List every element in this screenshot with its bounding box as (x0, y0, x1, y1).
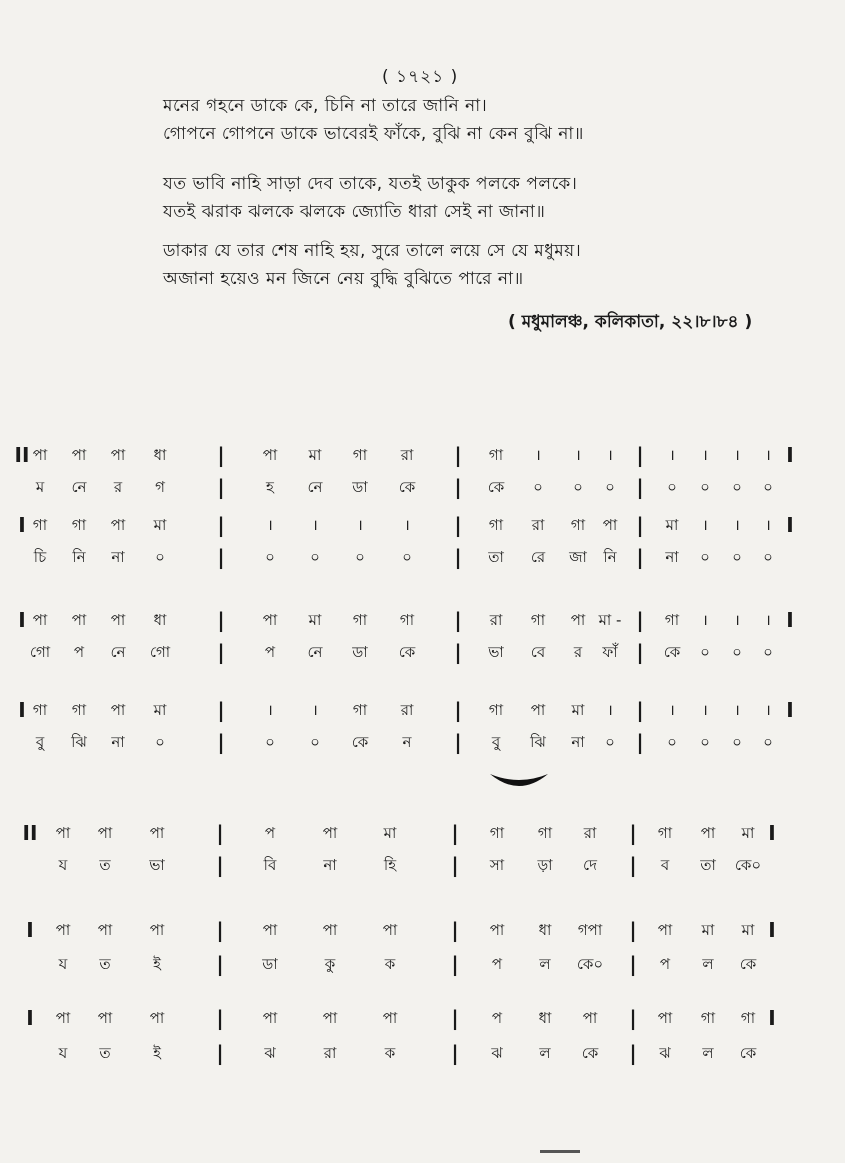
swara-note: পা (700, 824, 716, 842)
syllable: ০ (763, 643, 773, 661)
syllable: ঝ (659, 1044, 671, 1062)
swara-note: গা (488, 516, 504, 534)
syllable: ব (660, 856, 670, 874)
swara-note: । (734, 611, 740, 629)
bar-line: | (636, 513, 644, 537)
bar-line: I (26, 1006, 34, 1030)
swara-note: পা (582, 1009, 598, 1027)
swara-note: । (267, 701, 273, 719)
swara-note: পা (55, 1009, 71, 1027)
syllable: য (58, 1044, 68, 1062)
syllable: কে (398, 478, 416, 496)
swara-note: গা (352, 701, 368, 719)
syllable: ভা (488, 643, 504, 661)
swara-note: মা (308, 446, 322, 464)
syllable: ০ (355, 548, 365, 566)
swara-row (0, 440, 845, 470)
swara-note: মা (741, 824, 755, 842)
bar-line: I (26, 918, 34, 942)
syllable: বু (491, 733, 501, 751)
bar-line: | (454, 513, 462, 537)
swara-note: পা (97, 1009, 113, 1027)
syllable: ঝি (71, 733, 87, 751)
syllable: কে (739, 1044, 757, 1062)
syllable: ফাঁ (602, 643, 618, 661)
syllable: ০ (732, 643, 742, 661)
bar-line: I (768, 821, 776, 845)
syllable: ০ (732, 733, 742, 751)
syllable: ০ (763, 478, 773, 496)
swara-note: । (765, 611, 771, 629)
syllable: ঝ (491, 1044, 503, 1062)
swara-note: গা (664, 611, 680, 629)
swara-note: মা (665, 516, 679, 534)
syllable: কে (739, 955, 757, 973)
swara-note: পা (262, 611, 278, 629)
bar-line: | (451, 821, 459, 845)
bar-line: | (216, 853, 224, 877)
lyric-line: গোপনে গোপনে ডাকে ভাবেরই ফাঁকে, বুঝি না কেন বুঝি না॥ (163, 124, 584, 144)
syllable: কে০ (734, 856, 762, 874)
swara-note: । (734, 701, 740, 719)
swara-note: পা (262, 446, 278, 464)
syllable: কে (487, 478, 505, 496)
swara-note: মা (153, 701, 167, 719)
bar-line: II (22, 821, 38, 845)
syllable: ঝ (264, 1044, 276, 1062)
swara-note: পা (32, 611, 48, 629)
swara-note: গা (488, 446, 504, 464)
swara-note: পা (55, 921, 71, 939)
bar-line: | (451, 1006, 459, 1030)
syllable: না (111, 548, 125, 566)
bar-line: | (217, 443, 225, 467)
syllable: ই (153, 1044, 161, 1062)
bar-line: I (786, 608, 794, 632)
swara-note: । (267, 516, 273, 534)
swara-note: গা (71, 701, 87, 719)
swara-note: পা (657, 1009, 673, 1027)
swara-note: গা (352, 446, 368, 464)
swara-note: পা (55, 824, 71, 842)
syllable: না (571, 733, 585, 751)
bar-line: | (454, 608, 462, 632)
swara-note: পা (322, 824, 338, 842)
swara-note: মা (571, 701, 585, 719)
lyrics-stanza-1 (163, 92, 803, 148)
swara-row (0, 818, 845, 848)
bar-line: I (768, 1006, 776, 1030)
syllable: ০ (155, 548, 165, 566)
swara-note: পা (602, 516, 618, 534)
swara-note: গা (657, 824, 673, 842)
swara-note: পা (657, 921, 673, 939)
swara-note: । (765, 516, 771, 534)
syllable: ডা (262, 955, 278, 973)
syllable: ০ (265, 548, 275, 566)
syllable: নে (307, 478, 323, 496)
bar-line: II (14, 443, 30, 467)
swara-note: । (702, 446, 708, 464)
bar-line: | (454, 640, 462, 664)
swara-row (0, 915, 845, 945)
bar-line: | (216, 918, 224, 942)
page-edge-mark (540, 1150, 580, 1153)
bar-line: | (216, 952, 224, 976)
syllable: প (659, 955, 671, 973)
syllable: নি (603, 548, 617, 566)
syllable: দে (583, 856, 597, 874)
syllable: ০ (700, 643, 710, 661)
swara-note: পা (71, 611, 87, 629)
bar-line: | (454, 545, 462, 569)
bar-line: I (768, 918, 776, 942)
syllable-row (0, 637, 845, 667)
lyric-line: যত ভাবি নাহি সাড়া দেব তাকে, যতই ডাকুক পলকে পলকে। (163, 174, 578, 194)
bar-line: | (636, 730, 644, 754)
swara-note: পা (149, 1009, 165, 1027)
bar-line: | (216, 1041, 224, 1065)
bar-line: | (216, 821, 224, 845)
syllable: বে (530, 643, 546, 661)
bar-line: | (217, 640, 225, 664)
syllable: ক (384, 1044, 396, 1062)
swara-note: । (312, 701, 318, 719)
bar-line: I (786, 513, 794, 537)
syllable: ডা (352, 478, 368, 496)
swara-note: গা (352, 611, 368, 629)
swara-note: গা (488, 701, 504, 719)
bar-line: | (636, 640, 644, 664)
swara-note: পা (97, 824, 113, 842)
syllable: ০ (700, 548, 710, 566)
syllable: ০ (700, 733, 710, 751)
syllable: ত (99, 955, 111, 973)
syllable: রা (323, 1044, 337, 1062)
bar-line: | (217, 608, 225, 632)
syllable-row (0, 542, 845, 572)
swara-note: পা (570, 611, 586, 629)
syllable: য (58, 856, 68, 874)
syllable: গো (29, 643, 51, 661)
page-number: ( ১৭২১ ) (382, 67, 459, 87)
swara-note: । (312, 516, 318, 534)
syllable: হ (266, 478, 274, 496)
swara-note: রা (531, 516, 545, 534)
syllable: হি (383, 856, 397, 874)
swara-note: ধা (538, 921, 552, 939)
swara-note: পা (32, 446, 48, 464)
syllable: সা (489, 856, 505, 874)
swara-note: পা (262, 1009, 278, 1027)
syllable-row (0, 1038, 845, 1068)
syllable: ০ (605, 733, 615, 751)
syllable: ঝি (530, 733, 546, 751)
bar-line: | (451, 1041, 459, 1065)
bar-line: | (451, 918, 459, 942)
lyric-line: মনের গহনে ডাকে কে, চিনি না তারে জানি না। (163, 96, 488, 116)
syllable: ই (153, 955, 161, 973)
syllable: ল (702, 955, 714, 973)
swara-note: গপা (577, 921, 603, 939)
swara-row (0, 1003, 845, 1033)
bar-line: | (454, 698, 462, 722)
syllable: তা (488, 548, 504, 566)
swara-note: । (535, 446, 541, 464)
bar-line: | (217, 545, 225, 569)
syllable: গ (155, 478, 165, 496)
swara-note: । (357, 516, 363, 534)
swara-note: পা (110, 701, 126, 719)
syllable: ০ (763, 733, 773, 751)
swara-note: পা (530, 701, 546, 719)
swara-note: । (734, 516, 740, 534)
swara-note: । (607, 446, 613, 464)
syllable: ডা (352, 643, 368, 661)
swara-note: গা (71, 516, 87, 534)
syllable: ০ (573, 478, 583, 496)
swara-note: । (404, 516, 410, 534)
swara-note: পা (110, 611, 126, 629)
bar-line: | (629, 821, 637, 845)
lyric-line: অজানা হয়েও মন জিনে নেয় বুদ্ধি বুঝিতে পারে না॥ (163, 269, 524, 289)
swara-note: । (702, 516, 708, 534)
syllable: য (58, 955, 68, 973)
bar-line: | (217, 730, 225, 754)
syllable: কু (324, 955, 336, 973)
syllable: কে (581, 1044, 599, 1062)
syllable-row (0, 949, 845, 979)
swara-note: মা (153, 516, 167, 534)
syllable: কে (663, 643, 681, 661)
swara-note: মা (741, 921, 755, 939)
bar-line: | (629, 853, 637, 877)
bar-line: | (636, 545, 644, 569)
bar-line: | (217, 698, 225, 722)
syllable: ন (402, 733, 412, 751)
bar-line: | (454, 443, 462, 467)
syllable: ল (539, 955, 551, 973)
syllable: ০ (155, 733, 165, 751)
syllable: ০ (700, 478, 710, 496)
swara-note: রা (400, 701, 414, 719)
syllable: প (73, 643, 85, 661)
bar-line: | (451, 853, 459, 877)
bar-line: I (786, 698, 794, 722)
bar-line: | (629, 918, 637, 942)
swara-row (0, 695, 845, 725)
syllable: ০ (667, 733, 677, 751)
syllable: বি (263, 856, 277, 874)
swara-note: পা (71, 446, 87, 464)
bar-line: | (629, 1041, 637, 1065)
syllable: ০ (732, 548, 742, 566)
syllable: বু (35, 733, 45, 751)
swara-note: গা (530, 611, 546, 629)
syllable: কে০ (576, 955, 604, 973)
syllable: ক (384, 955, 396, 973)
bar-line: | (629, 952, 637, 976)
syllable: নে (71, 478, 87, 496)
bar-line: | (454, 475, 462, 499)
swara-note: । (702, 611, 708, 629)
syllable: ০ (667, 478, 677, 496)
syllable: ভা (149, 856, 165, 874)
swara-note: পা (110, 516, 126, 534)
syllable: ম (35, 478, 45, 496)
swara-note: । (669, 446, 675, 464)
slur-mark (488, 770, 550, 792)
bar-line: | (217, 513, 225, 537)
swara-note: গা (32, 701, 48, 719)
bar-line: I (18, 698, 26, 722)
swara-note: । (702, 701, 708, 719)
swara-note: পা (489, 921, 505, 939)
syllable: গো (149, 643, 171, 661)
syllable: চি (33, 548, 47, 566)
syllable: নে (110, 643, 126, 661)
syllable: ল (539, 1044, 551, 1062)
syllable-row (0, 727, 845, 757)
syllable: না (111, 733, 125, 751)
swara-note: পা (322, 921, 338, 939)
swara-note: পা (382, 1009, 398, 1027)
swara-note: পা (110, 446, 126, 464)
bar-line: I (786, 443, 794, 467)
bar-line: | (636, 698, 644, 722)
swara-note: মা - (598, 611, 622, 629)
bar-line: I (18, 513, 26, 537)
bar-line: | (636, 475, 644, 499)
lyrics-stanza-2 (163, 170, 803, 226)
swara-note: । (669, 701, 675, 719)
syllable: কে (351, 733, 369, 751)
swara-note: গা (740, 1009, 756, 1027)
syllable: প (491, 955, 503, 973)
bar-line: | (636, 443, 644, 467)
syllable: নে (307, 643, 323, 661)
syllable: ল (702, 1044, 714, 1062)
swara-note: প (264, 824, 276, 842)
bar-line: | (451, 952, 459, 976)
syllable: ত (99, 1044, 111, 1062)
swara-note: পা (97, 921, 113, 939)
swara-note: প (491, 1009, 503, 1027)
swara-note: গা (570, 516, 586, 534)
swara-note: পা (382, 921, 398, 939)
swara-note: গা (32, 516, 48, 534)
syllable: ০ (763, 548, 773, 566)
syllable: ০ (605, 478, 615, 496)
syllable-row (0, 472, 845, 502)
swara-note: । (575, 446, 581, 464)
syllable: ০ (732, 478, 742, 496)
swara-note: রা (400, 446, 414, 464)
swara-note: গা (700, 1009, 716, 1027)
swara-row (0, 510, 845, 540)
syllable: র (573, 643, 583, 661)
swara-note: পা (149, 824, 165, 842)
syllable: ০ (533, 478, 543, 496)
swara-note: পা (149, 921, 165, 939)
swara-note: গা (537, 824, 553, 842)
syllable: ০ (265, 733, 275, 751)
swara-row (0, 605, 845, 635)
bar-line: I (18, 608, 26, 632)
lyric-line: যতই ঝরাক ঝলকে ঝলকে জ্যোতি ধারা সেই না জানা॥ (163, 202, 546, 222)
swara-note: রা (583, 824, 597, 842)
bar-line: | (636, 608, 644, 632)
swara-note: পা (322, 1009, 338, 1027)
swara-note: ধা (153, 446, 167, 464)
syllable: র (113, 478, 123, 496)
attribution: ( মধুমালঞ্চ, কলিকাতা, ২২।৮।৮৪ ) (508, 312, 753, 332)
swara-note: । (765, 446, 771, 464)
swara-note: ধা (538, 1009, 552, 1027)
bar-line: | (454, 730, 462, 754)
syllable: রে (530, 548, 546, 566)
bar-line: | (629, 1006, 637, 1030)
swara-note: রা (489, 611, 503, 629)
syllable: ত (99, 856, 111, 874)
syllable: না (323, 856, 337, 874)
lyrics-stanza-3 (163, 237, 803, 293)
syllable: ০ (310, 548, 320, 566)
swara-note: । (734, 446, 740, 464)
syllable: না (665, 548, 679, 566)
syllable: নি (72, 548, 86, 566)
swara-note: মা (383, 824, 397, 842)
syllable: ০ (310, 733, 320, 751)
syllable: ০ (402, 548, 412, 566)
bar-line: | (217, 475, 225, 499)
swara-note: পা (262, 921, 278, 939)
syllable: তা (700, 856, 716, 874)
syllable: ড়া (537, 856, 553, 874)
swara-note: ধা (153, 611, 167, 629)
lyric-line: ডাকার যে তার শেষ নাহি হয়, সুরে তালে লয়ে সে যে মধুময়। (163, 241, 582, 261)
syllable: প (264, 643, 276, 661)
swara-note: মা (308, 611, 322, 629)
syllable: জা (569, 548, 587, 566)
syllable: কে (398, 643, 416, 661)
bar-line: | (216, 1006, 224, 1030)
swara-note: গা (399, 611, 415, 629)
swara-note: মা (701, 921, 715, 939)
syllable-row (0, 850, 845, 880)
swara-note: গা (489, 824, 505, 842)
swara-note: । (607, 701, 613, 719)
swara-note: । (765, 701, 771, 719)
